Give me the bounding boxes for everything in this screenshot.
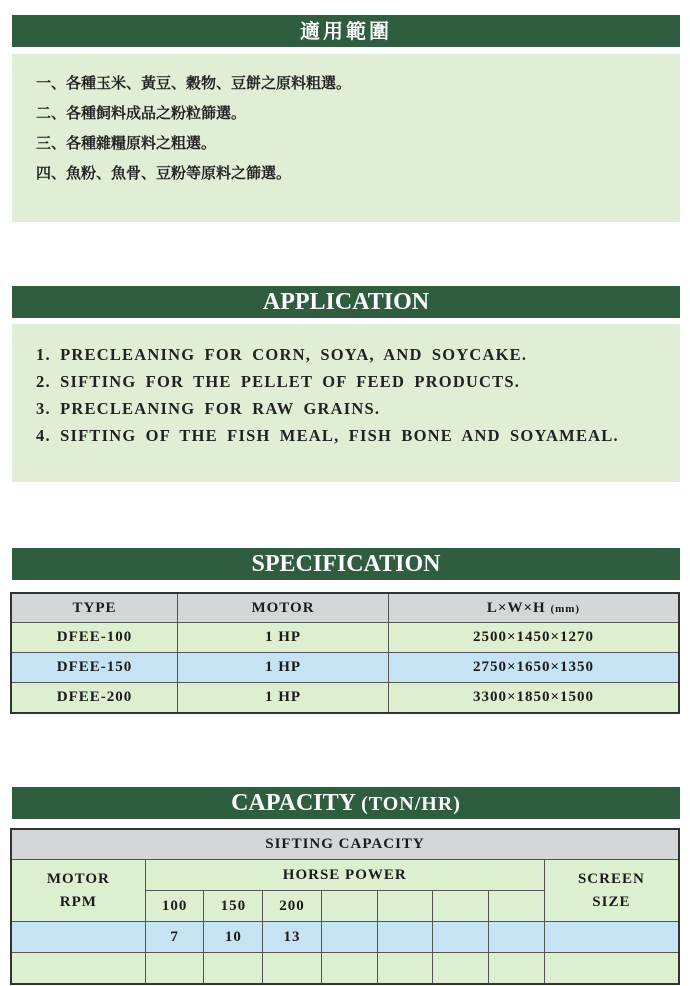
cap-empty-cell xyxy=(204,953,263,985)
scope-title: 適用範圍 xyxy=(300,19,392,43)
cap-empty-cell xyxy=(433,891,489,922)
scope-item: 二、各種飼料成品之粉粒篩選。 xyxy=(36,104,247,122)
spec-type: DFEE-100 xyxy=(11,623,178,653)
table-row xyxy=(11,922,679,953)
capacity-title-suffix: (TON/HR) xyxy=(361,793,461,815)
cap-value: 10 xyxy=(204,922,263,953)
scope-item: 四、魚粉、魚骨、豆粉等原料之篩選。 xyxy=(36,164,292,182)
cap-empty-cell xyxy=(321,953,377,985)
cap-empty-cell xyxy=(377,953,433,985)
cap-empty-cell xyxy=(11,922,145,953)
cap-empty-cell xyxy=(263,953,322,985)
cap-empty-cell xyxy=(377,922,433,953)
cap-empty-cell xyxy=(145,953,204,985)
scope-item: 三、各種雜糧原料之粗選。 xyxy=(36,134,217,152)
table-row xyxy=(11,623,679,653)
table-row xyxy=(11,953,679,985)
spec-dims: 2750×1650×1350 xyxy=(389,653,680,683)
application-item: 3. PRECLEANING FOR RAW GRAINS. xyxy=(36,399,381,418)
application-panel xyxy=(12,324,680,482)
spec-motor: 1 HP xyxy=(178,623,389,653)
cap-hp-value: 150 xyxy=(204,891,263,922)
spec-header-dims-unit: (mm) xyxy=(550,602,581,615)
cap-value: 13 xyxy=(263,922,322,953)
cap-empty-cell xyxy=(544,953,679,985)
application-title-band xyxy=(12,286,680,318)
spec-type: DFEE-200 xyxy=(11,683,178,714)
cap-empty-cell xyxy=(433,922,489,953)
cap-size-label: SIZE xyxy=(592,893,631,910)
scope-title-band xyxy=(12,15,680,47)
cap-empty-cell xyxy=(377,891,433,922)
scope-panel xyxy=(12,54,680,222)
specification-title-band xyxy=(12,548,680,580)
cap-screen-label: SCREEN xyxy=(577,870,645,887)
spec-header-dims xyxy=(389,593,680,623)
cap-empty-cell xyxy=(11,953,145,985)
cap-hp-value: 200 xyxy=(263,891,322,922)
spec-motor: 1 HP xyxy=(178,683,389,714)
application-item: 1. PRECLEANING FOR CORN, SOYA, AND SOYCAKE. xyxy=(36,345,528,364)
cap-motor-label: MOTOR xyxy=(46,870,110,887)
application-title: APPLICATION xyxy=(262,289,430,315)
cap-empty-cell xyxy=(433,953,489,985)
capacity-table xyxy=(10,828,680,985)
spec-header-type: TYPE xyxy=(11,593,178,623)
spec-type: DFEE-150 xyxy=(11,653,178,683)
capacity-title-band xyxy=(12,787,680,819)
application-item: 4. SIFTING OF THE FISH MEAL, FISH BONE AND SOYAMEAL. xyxy=(36,426,619,445)
cap-empty-cell xyxy=(489,953,545,985)
cap-value: 7 xyxy=(145,922,204,953)
cap-empty-cell xyxy=(321,891,377,922)
spec-header-motor: MOTOR xyxy=(178,593,389,623)
cap-empty-cell xyxy=(489,891,545,922)
cap-hp-value: 100 xyxy=(145,891,204,922)
spec-header-dims-label: L×W×H xyxy=(486,599,546,616)
table-row xyxy=(11,683,679,714)
spec-dims: 3300×1850×1500 xyxy=(389,683,680,714)
capacity-title: CAPACITY xyxy=(231,790,356,816)
application-item: 2. SIFTING FOR THE PELLET OF FEED PRODUCTS. xyxy=(36,372,521,391)
cap-hp-header: HORSE POWER xyxy=(145,860,544,891)
spec-motor: 1 HP xyxy=(178,653,389,683)
cap-group-header: SIFTING CAPACITY xyxy=(11,829,679,860)
cap-rpm-label: RPM xyxy=(59,893,97,910)
table-row xyxy=(11,653,679,683)
scope-item: 一、各種玉米、黃豆、穀物、豆餅之原料粗選。 xyxy=(36,74,352,92)
cap-motor-rpm-cell xyxy=(11,860,145,922)
spec-dims: 2500×1450×1270 xyxy=(389,623,680,653)
cap-screen-size-cell xyxy=(544,860,679,922)
specification-title: SPECIFICATION xyxy=(251,551,441,577)
specification-table xyxy=(10,592,680,714)
cap-empty-cell xyxy=(544,922,679,953)
cap-empty-cell xyxy=(321,922,377,953)
cap-empty-cell xyxy=(489,922,545,953)
